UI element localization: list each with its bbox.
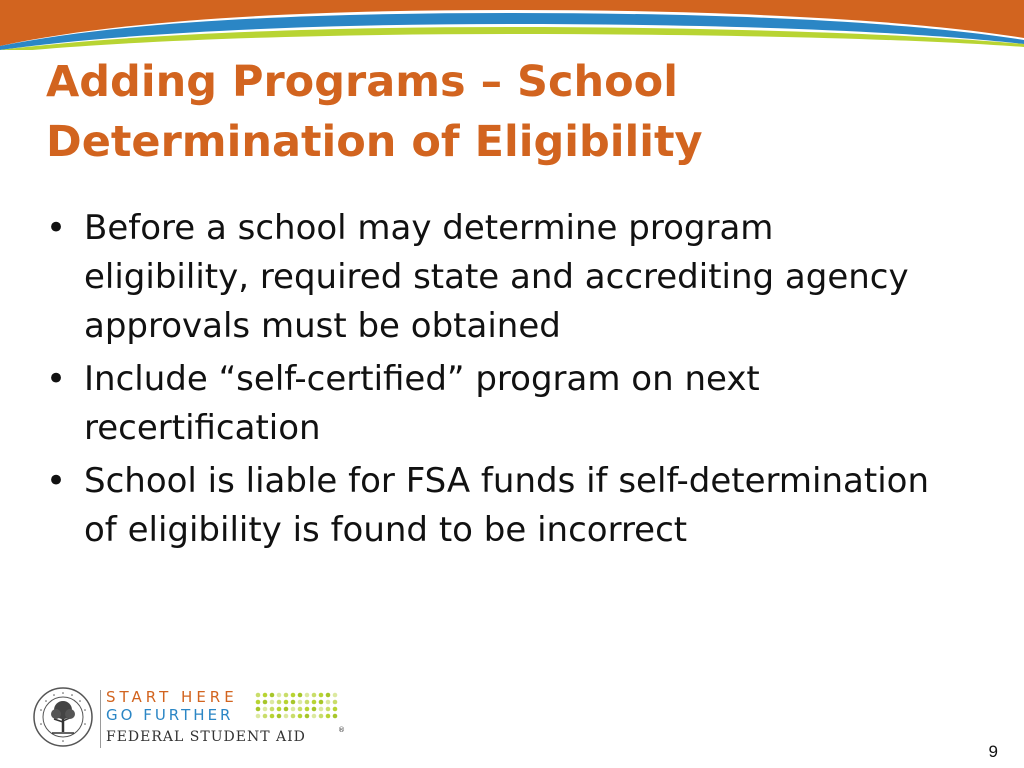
logo-dot <box>312 693 317 698</box>
logo-dot <box>263 700 268 705</box>
logo-dot <box>298 693 303 698</box>
logo-federal-student-aid: FEDERAL STUDENT AID <box>106 729 306 745</box>
logo-dot <box>277 714 282 719</box>
slide-title-line-1: Adding Programs – School <box>46 57 678 107</box>
bullet-item <box>46 457 946 555</box>
logo-dot <box>312 700 317 705</box>
logo-dot <box>326 700 331 705</box>
logo-dot <box>291 707 296 712</box>
logo-dot <box>326 714 331 719</box>
slide-title <box>46 52 986 172</box>
logo-dot <box>326 693 331 698</box>
top-banner <box>0 0 1024 50</box>
logo-go-further: GO FURTHER <box>106 706 234 724</box>
logo-dot <box>305 707 310 712</box>
bullet-icon: • <box>46 359 67 399</box>
logo-dot <box>256 707 261 712</box>
logo-dot <box>319 714 324 719</box>
logo-dot <box>291 700 296 705</box>
logo-dot <box>319 693 324 698</box>
logo-dot <box>333 700 338 705</box>
logo-dot <box>256 700 261 705</box>
logo-dot <box>305 714 310 719</box>
logo-dot <box>298 707 303 712</box>
page-number: 9 <box>988 742 998 761</box>
logo-dot <box>270 693 275 698</box>
logo-dot <box>333 693 338 698</box>
bullet-icon: • <box>46 208 67 248</box>
logo-dot <box>270 700 275 705</box>
logo-dot <box>305 700 310 705</box>
federal-student-aid-logo <box>32 686 352 752</box>
dot-grid-icon <box>254 691 344 721</box>
logo-dot <box>284 707 289 712</box>
logo-divider <box>100 690 101 748</box>
bullet-text: Include “self-certified” program on next recertification <box>84 359 760 448</box>
logo-dot <box>277 707 282 712</box>
bullet-text: Before a school may determine program eligibility, required state and accrediting agency approvals must be obtained <box>84 208 909 346</box>
logo-dot <box>312 707 317 712</box>
bullet-item <box>46 204 946 351</box>
logo-dot <box>298 700 303 705</box>
bullet-icon: • <box>46 461 67 501</box>
logo-dot <box>277 700 282 705</box>
bullet-text: School is liable for FSA funds if self-determination of eligibility is found to be incorrect <box>84 461 929 550</box>
registered-mark: ® <box>338 726 345 734</box>
logo-dot <box>291 693 296 698</box>
logo-dot <box>284 700 289 705</box>
logo-dot <box>319 707 324 712</box>
logo-dot <box>263 714 268 719</box>
bullet-list <box>46 204 946 559</box>
logo-start-here: START HERE <box>106 688 238 706</box>
logo-dot <box>312 714 317 719</box>
logo-dot <box>284 693 289 698</box>
logo-dot <box>326 707 331 712</box>
logo-dot <box>333 707 338 712</box>
logo-dot <box>298 714 303 719</box>
logo-dot <box>263 693 268 698</box>
logo-dot <box>256 693 261 698</box>
logo-dot <box>263 707 268 712</box>
logo-dot <box>256 714 261 719</box>
logo-dot <box>284 714 289 719</box>
logo-dot <box>305 693 310 698</box>
logo-dot <box>333 714 338 719</box>
bullet-item <box>46 355 946 453</box>
logo-dot <box>270 707 275 712</box>
logo-dot <box>277 693 282 698</box>
department-of-education-seal-icon <box>32 686 94 748</box>
slide-title-line-2: Determination of Eligibility <box>46 117 703 167</box>
logo-dot <box>291 714 296 719</box>
logo-dot <box>319 700 324 705</box>
logo-dot <box>270 714 275 719</box>
